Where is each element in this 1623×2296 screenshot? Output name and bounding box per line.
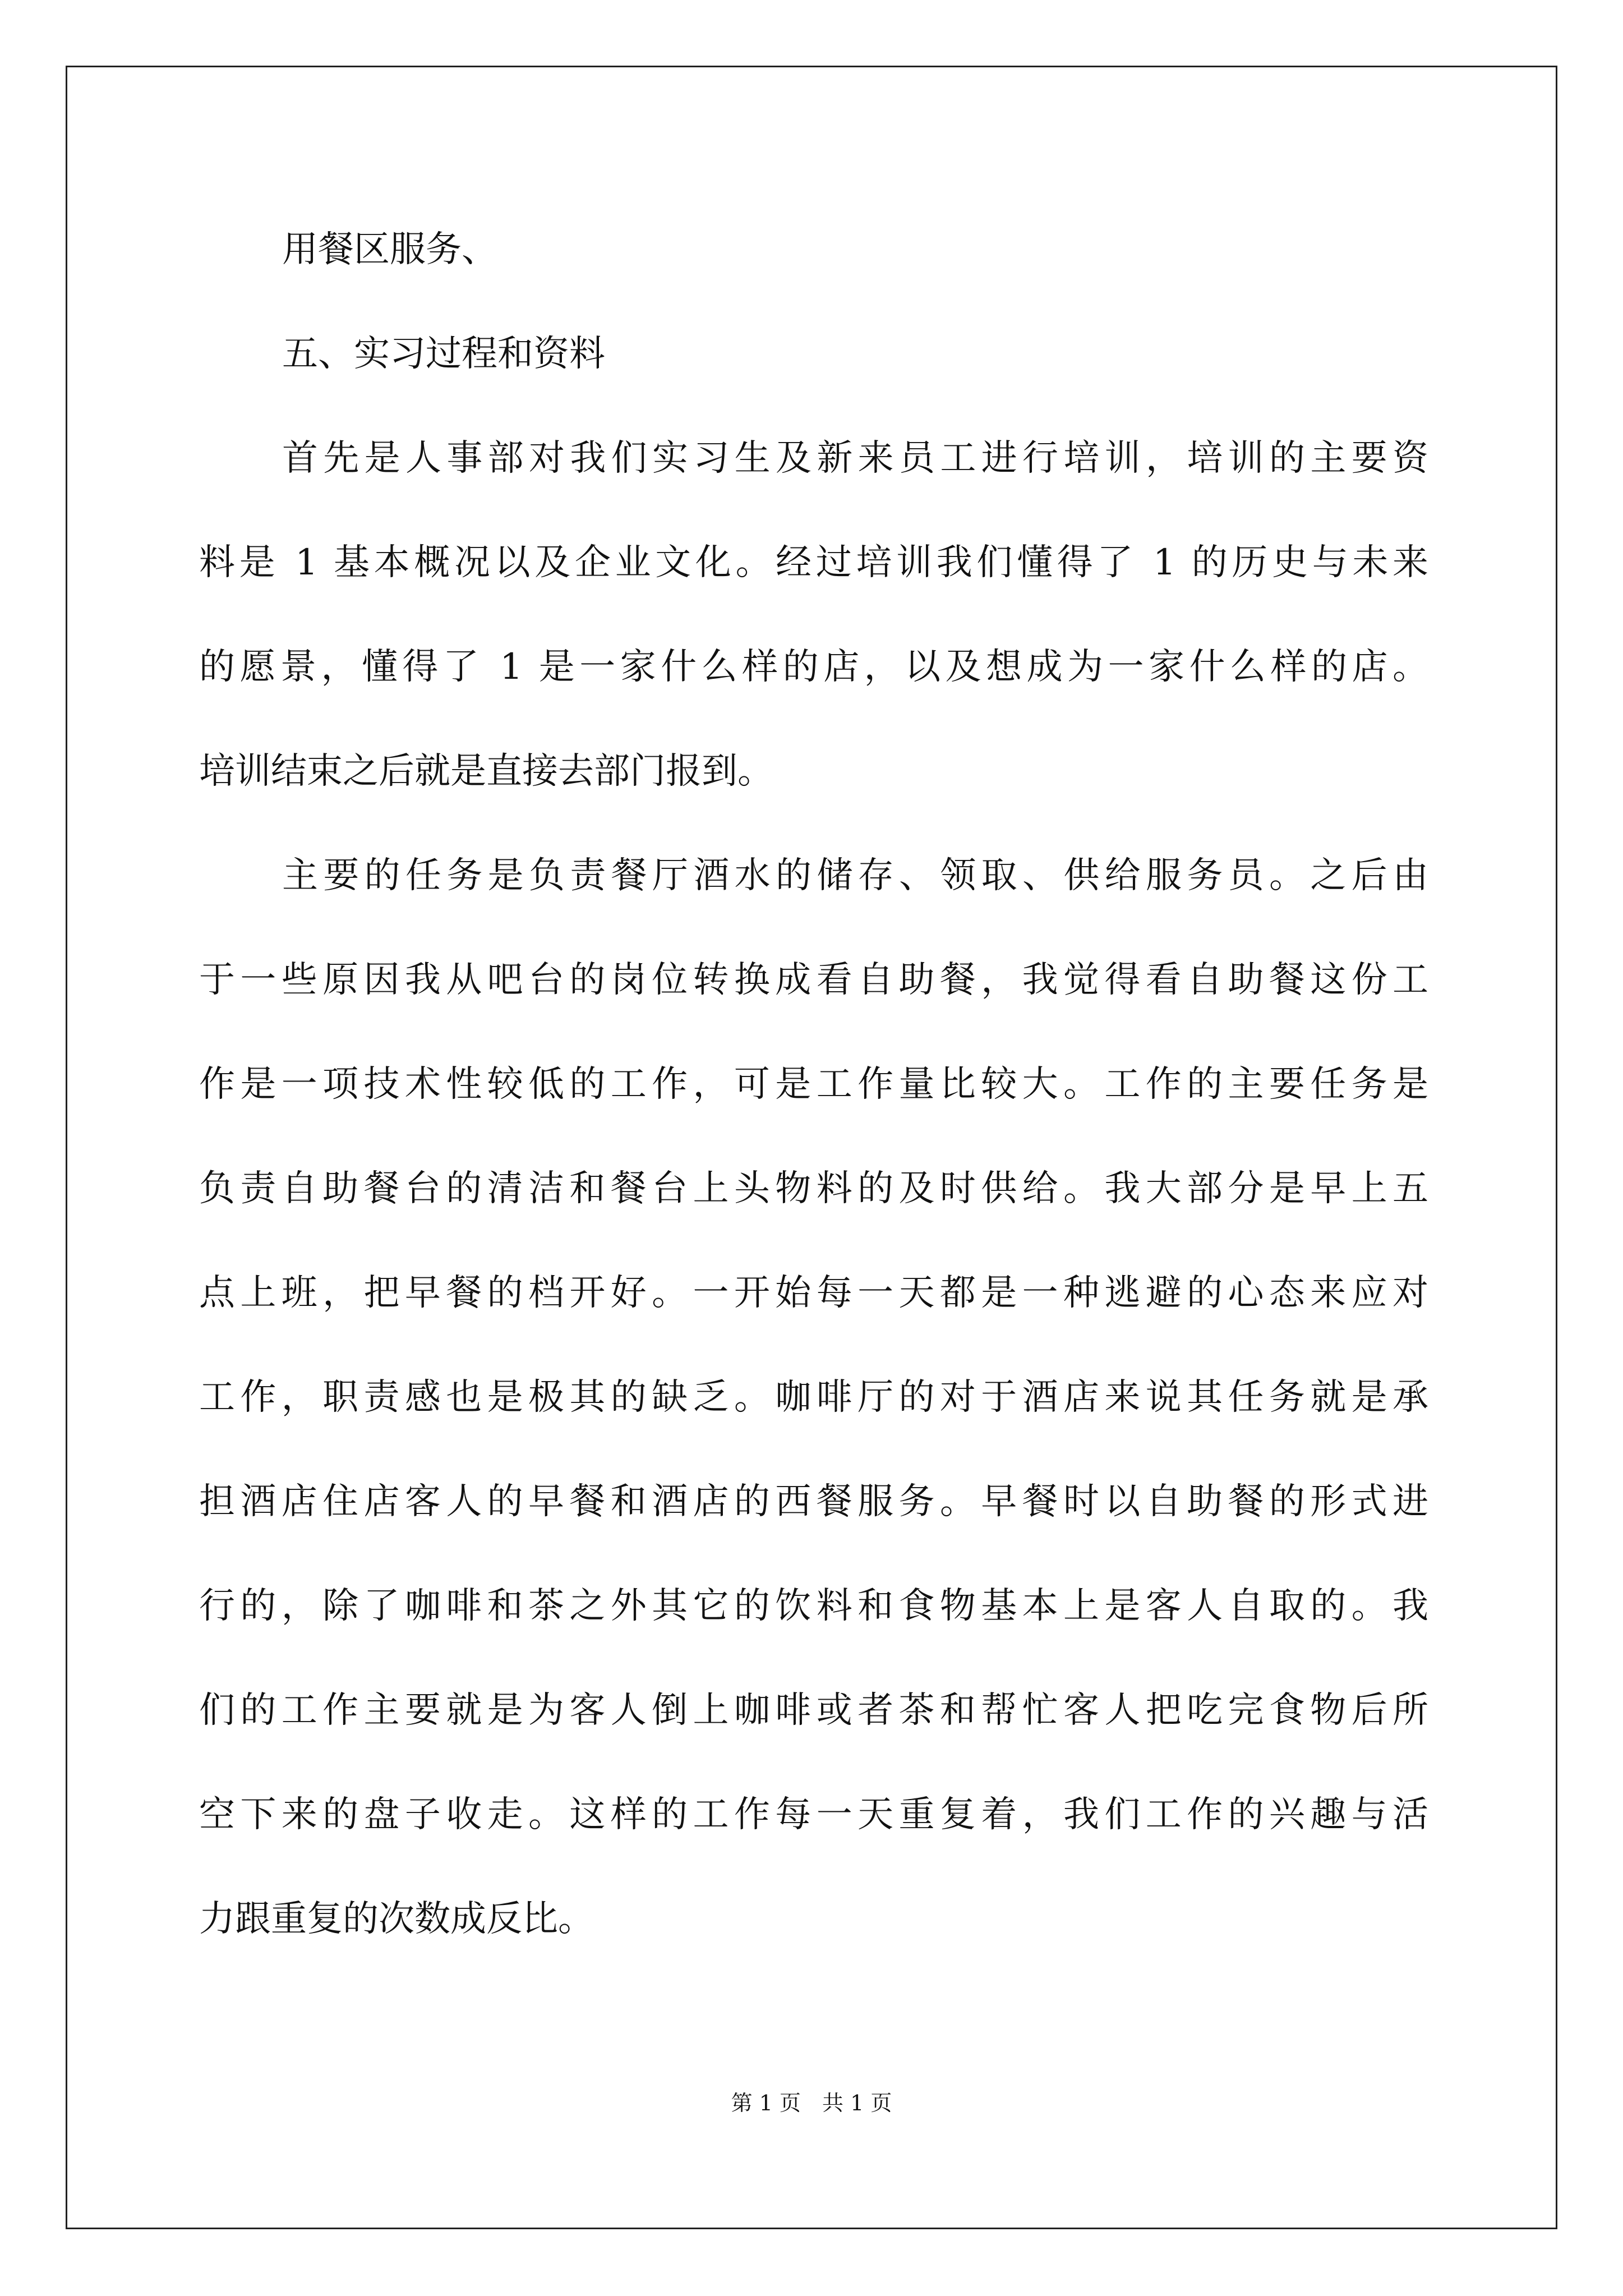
section-heading <box>199 302 1428 406</box>
paragraph <box>199 406 1428 823</box>
text-line: 培训结束之后就是直接去部门报到。 <box>199 751 773 792</box>
text-line: 工作，职责感也是极其的缺乏。咖啡厅的对于酒店来说其任务就是承 <box>199 1377 1428 1418</box>
paragraph <box>199 823 1428 1971</box>
text-line: 的愿景，懂得了 1 是一家什么样的店，以及想成为一家什么样的店。 <box>199 646 1428 688</box>
text-line: 五、实习过程和资料 <box>282 333 605 375</box>
text-line: 作是一项技术性较低的工作，可是工作量比较大。工作的主要任务是 <box>199 1064 1428 1105</box>
text-line: 首先是人事部对我们实习生及新来员工进行培训，培训的主要资 <box>282 438 1428 479</box>
text-line: 行的，除了咖啡和茶之外其它的饮料和食物基本上是客人自取的。我 <box>199 1585 1428 1627</box>
text-line: 负责自助餐台的清洁和餐台上头物料的及时供给。我大部分是早上五 <box>199 1168 1428 1209</box>
text-line: 主要的任务是负责餐厅酒水的储存、领取、供给服务员。之后由 <box>282 855 1428 896</box>
text-line: 点上班，把早餐的档开好。一开始每一天都是一种逃避的心态来应对 <box>199 1272 1428 1314</box>
text-line: 们的工作主要就是为客人倒上咖啡或者茶和帮忙客人把吃完食物后所 <box>199 1690 1428 1731</box>
text-line: 力跟重复的次数成反比。 <box>199 1898 594 1940</box>
text-line: 空下来的盘子收走。这样的工作每一天重复着，我们工作的兴趣与活 <box>199 1794 1428 1835</box>
text-line: 于一些原因我从吧台的岗位转换成看自助餐，我觉得看自助餐这份工 <box>199 959 1428 1001</box>
text-line: 用餐区服务、 <box>282 229 497 270</box>
paragraph <box>199 197 1428 302</box>
text-line: 担酒店住店客人的早餐和酒店的西餐服务。早餐时以自助餐的形式进 <box>199 1481 1428 1522</box>
page-number: 第 1 页 共 1 页 <box>731 2091 892 2115</box>
text-line: 料是 1 基本概况以及企业文化。经过培训我们懂得了 1 的历史与未来 <box>199 542 1428 583</box>
page-footer <box>0 2086 1623 2116</box>
